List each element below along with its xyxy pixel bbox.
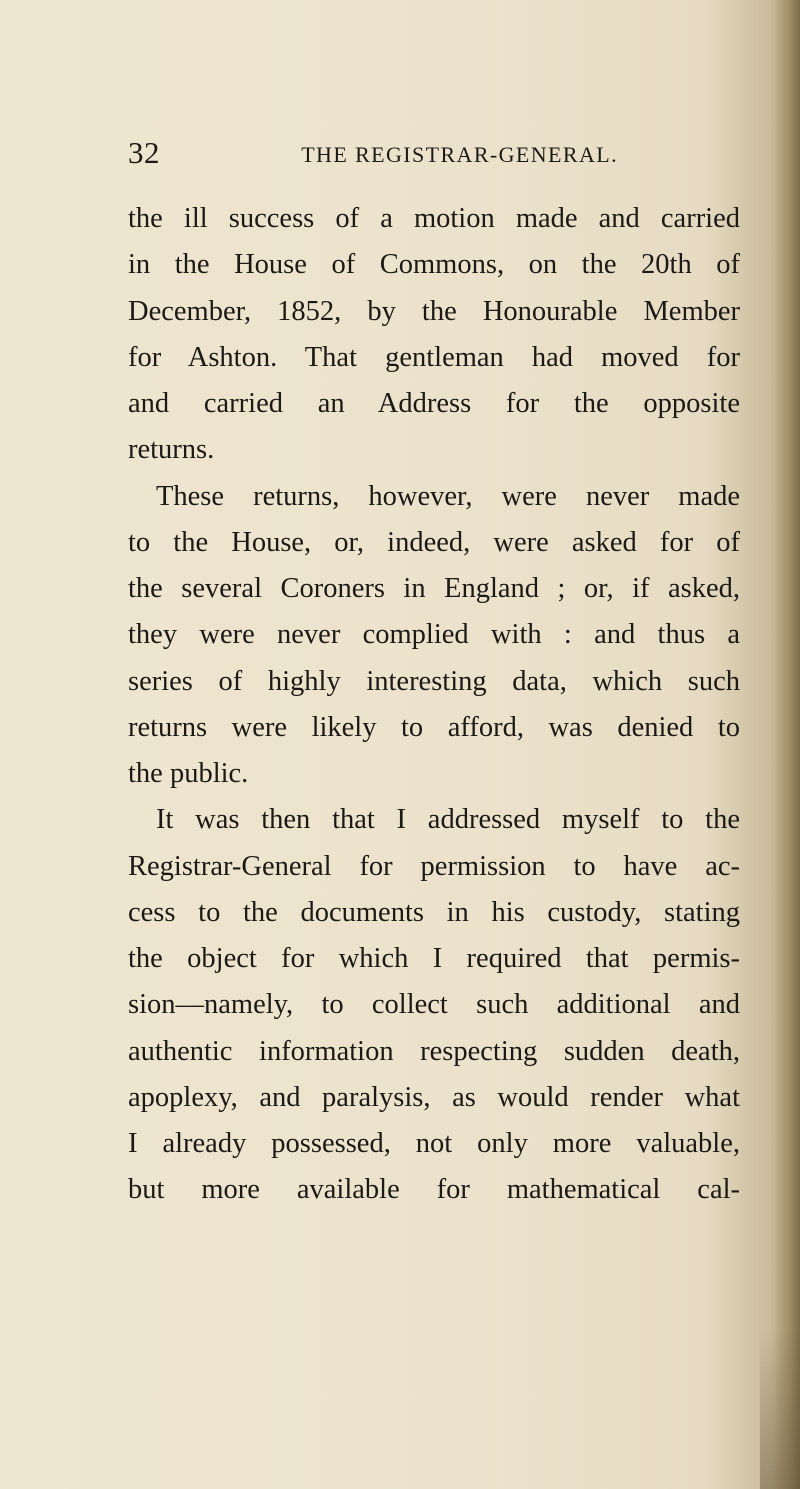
text-line: I already possessed, not only more valuable,: [128, 1128, 740, 1159]
text-line: to the House, or, indeed, were asked for of: [128, 526, 740, 558]
text-line: December, 1852, by the Honourable Member: [128, 295, 740, 327]
text-line: These returns, however, were never made: [156, 480, 740, 512]
text-line: sion—namely, to collect such additional and: [128, 989, 740, 1021]
page-header: [128, 133, 618, 173]
page-edge-shadow: [774, 0, 800, 1489]
text-line: cess to the documents in his custody, stating: [128, 896, 740, 928]
text-line: apoplexy, and paralysis, as would render what: [128, 1081, 740, 1113]
text-line: but more available for mathematical cal-: [128, 1174, 740, 1206]
text-line: series of highly interesting data, which such: [128, 665, 740, 697]
text-line: the several Coroners in England ; or, if asked,: [128, 573, 740, 604]
text-line: the public.: [128, 758, 249, 789]
text-line: It was then that I addressed myself to the: [156, 804, 740, 836]
text-line: for Ashton. That gentleman had moved for: [128, 341, 740, 373]
text-line: returns.: [128, 434, 215, 466]
page-corner-shadow: [760, 1329, 800, 1489]
running-head: THE REGISTRAR-GENERAL.: [301, 142, 618, 167]
text-line: returns were likely to afford, was denied to: [128, 711, 740, 743]
text-line: the ill success of a motion made and carried: [128, 203, 740, 234]
text-line: they were never complied with : and thus a: [128, 619, 740, 651]
text-line: authentic information respecting sudden death,: [128, 1035, 740, 1067]
page-number: 32: [128, 135, 160, 170]
text-line: the object for which I required that permis-: [128, 943, 740, 974]
text-line: and carried an Address for the opposite: [128, 388, 740, 419]
body-text: [128, 196, 740, 1214]
text-line: Registrar-General for permission to have ac-: [128, 850, 740, 882]
text-line: in the House of Commons, on the 20th of: [128, 249, 740, 281]
